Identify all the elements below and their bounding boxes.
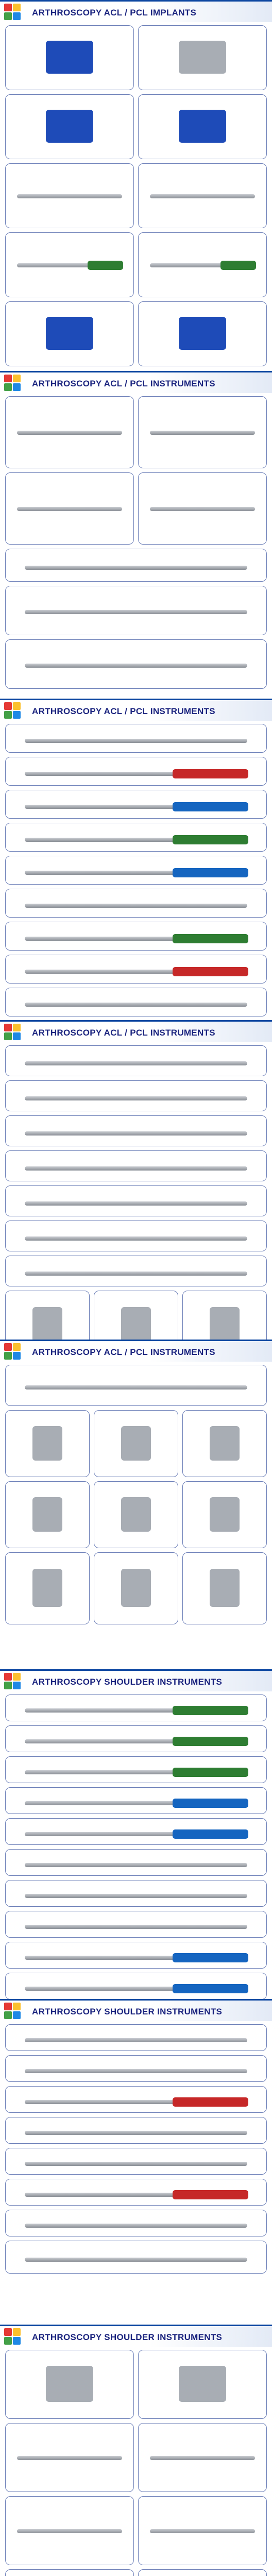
product-card xyxy=(5,2210,267,2236)
product-card xyxy=(138,94,267,159)
section-acl-pcl-instruments-4 xyxy=(0,1340,272,1671)
product-card xyxy=(5,163,134,228)
cube-logo-icon xyxy=(4,1343,25,1361)
product-card xyxy=(5,2241,267,2274)
section-title: ARTHROSCOPY SHOULDER INSTRUMENTS xyxy=(32,2332,223,2342)
product-card xyxy=(5,856,267,885)
product-card xyxy=(5,1185,267,1216)
product-card xyxy=(5,1973,267,1999)
product-card xyxy=(5,1942,267,1969)
section-header xyxy=(0,372,272,393)
section-acl-pcl-instruments-2 xyxy=(0,699,272,1022)
product-card xyxy=(5,2148,267,2175)
section-header xyxy=(0,1341,272,1362)
product-card xyxy=(5,1725,267,1752)
section-shoulder-instruments-2 xyxy=(0,1999,272,2326)
product-card xyxy=(5,1365,267,1406)
product-card xyxy=(5,2086,267,2113)
product-card xyxy=(5,2117,267,2144)
section-header xyxy=(0,2,272,22)
product-card xyxy=(5,922,267,951)
cube-logo-icon xyxy=(4,702,25,720)
product-card xyxy=(138,2569,267,2576)
section-title: ARTHROSCOPY SHOULDER INSTRUMENTS xyxy=(32,2007,223,2016)
product-card xyxy=(5,1787,267,1814)
product-card xyxy=(5,586,267,635)
product-card xyxy=(5,823,267,852)
product-card xyxy=(5,25,134,90)
section-acl-pcl-implants xyxy=(0,0,272,372)
product-card xyxy=(138,2350,267,2419)
product-card xyxy=(5,1481,90,1548)
section-acl-pcl-instruments-1 xyxy=(0,371,272,700)
product-card xyxy=(138,396,267,468)
product-card xyxy=(5,2055,267,2082)
product-card xyxy=(94,1410,178,1477)
product-card xyxy=(5,549,267,582)
product-card xyxy=(5,472,134,545)
product-card xyxy=(5,1256,267,1286)
cube-logo-icon xyxy=(4,2003,25,2020)
cube-logo-icon xyxy=(4,2328,25,2346)
product-card xyxy=(5,94,134,159)
section-header xyxy=(0,2326,272,2347)
section-title: ARTHROSCOPY ACL / PCL IMPLANTS xyxy=(32,8,197,18)
section-title: ARTHROSCOPY ACL / PCL INSTRUMENTS xyxy=(32,706,215,716)
product-card xyxy=(138,472,267,545)
cube-logo-icon xyxy=(4,1673,25,1690)
product-card xyxy=(5,2569,134,2576)
product-card xyxy=(5,1849,267,1876)
product-card xyxy=(5,1694,267,1721)
product-card xyxy=(5,1552,90,1624)
product-card xyxy=(5,232,134,297)
section-shoulder-instruments-3 xyxy=(0,2325,272,2576)
product-card xyxy=(5,889,267,918)
product-card xyxy=(5,639,267,689)
product-card xyxy=(138,2496,267,2565)
product-card xyxy=(5,2496,134,2565)
product-card xyxy=(138,232,267,297)
product-card xyxy=(182,1291,267,1341)
product-card xyxy=(5,1221,267,1251)
product-card xyxy=(5,1911,267,1938)
section-title: ARTHROSCOPY SHOULDER INSTRUMENTS xyxy=(32,1677,223,1687)
product-card xyxy=(94,1481,178,1548)
section-header xyxy=(0,1022,272,1042)
cube-logo-icon xyxy=(4,1024,25,1041)
product-card xyxy=(5,724,267,753)
product-card xyxy=(138,163,267,228)
section-title: ARTHROSCOPY ACL / PCL INSTRUMENTS xyxy=(32,1028,215,1038)
product-card xyxy=(5,757,267,786)
product-card xyxy=(5,1115,267,1146)
section-title: ARTHROSCOPY ACL / PCL INSTRUMENTS xyxy=(32,379,215,388)
section-acl-pcl-instruments-3 xyxy=(0,1020,272,1341)
section-header xyxy=(0,700,272,721)
product-card xyxy=(5,1756,267,1783)
cube-logo-icon xyxy=(4,375,25,392)
product-card xyxy=(138,25,267,90)
product-card xyxy=(5,2423,134,2492)
product-card xyxy=(5,1291,90,1341)
product-card xyxy=(94,1552,178,1624)
product-card xyxy=(182,1481,267,1548)
product-card xyxy=(5,2179,267,2206)
section-header xyxy=(0,2001,272,2021)
product-card xyxy=(5,1410,90,1477)
product-card xyxy=(5,1818,267,1845)
product-card xyxy=(5,301,134,366)
product-card xyxy=(5,2350,134,2419)
product-card xyxy=(182,1552,267,1624)
product-card xyxy=(138,2423,267,2492)
product-card xyxy=(5,396,134,468)
product-card xyxy=(94,1291,178,1341)
product-card xyxy=(5,1045,267,1076)
product-card xyxy=(5,955,267,984)
section-header xyxy=(0,1671,272,1691)
product-card xyxy=(5,1080,267,1111)
product-card xyxy=(182,1410,267,1477)
product-card xyxy=(138,301,267,366)
product-card xyxy=(5,1880,267,1907)
product-card xyxy=(5,1150,267,1181)
section-title: ARTHROSCOPY ACL / PCL INSTRUMENTS xyxy=(32,1347,215,1357)
product-card xyxy=(5,790,267,819)
section-shoulder-instruments-1 xyxy=(0,1669,272,2001)
cube-logo-icon xyxy=(4,4,25,21)
product-card xyxy=(5,988,267,1016)
product-card xyxy=(5,2024,267,2051)
